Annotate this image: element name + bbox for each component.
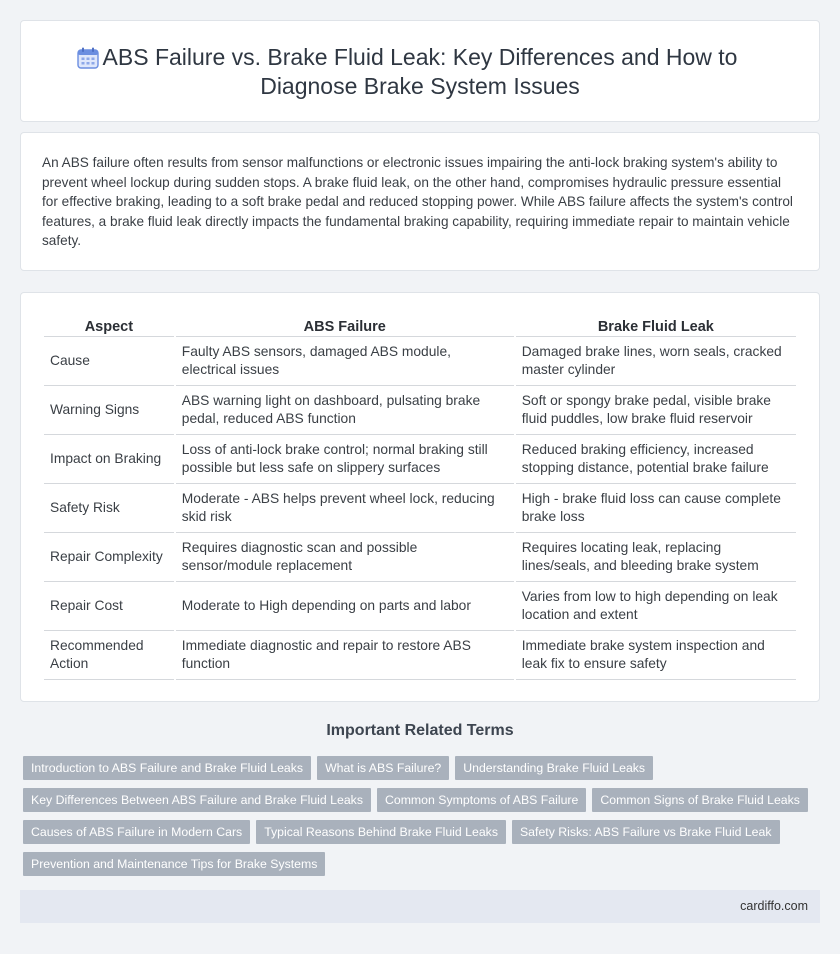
related-term-tag[interactable]: Prevention and Maintenance Tips for Brake Systems (23, 852, 325, 876)
row-leak-value: Damaged brake lines, worn seals, cracked master cylinder (516, 337, 796, 386)
related-term-tag[interactable]: Causes of ABS Failure in Modern Cars (23, 820, 250, 844)
row-aspect: Recommended Action (44, 631, 174, 680)
row-abs-value: ABS warning light on dashboard, pulsating brake pedal, reduced ABS function (176, 386, 514, 435)
row-aspect: Repair Complexity (44, 533, 174, 582)
related-terms-heading: Important Related Terms (326, 722, 514, 739)
row-aspect: Impact on Braking (44, 435, 174, 484)
row-abs-value: Moderate - ABS helps prevent wheel lock, reducing skid risk (176, 484, 514, 533)
row-leak-value: Immediate brake system inspection and leak fix to ensure safety (516, 631, 796, 680)
related-term-tag[interactable]: Common Symptoms of ABS Failure (377, 788, 586, 812)
related-term-tag[interactable]: Common Signs of Brake Fluid Leaks (592, 788, 808, 812)
row-leak-value: Soft or spongy brake pedal, visible brake fluid puddles, low brake fluid reservoir (516, 386, 796, 435)
row-leak-value: Varies from low to high depending on leak location and extent (516, 582, 796, 631)
related-term-tag[interactable]: Typical Reasons Behind Brake Fluid Leaks (256, 820, 506, 844)
intro-card (20, 132, 820, 271)
intro-paragraph: An ABS failure often results from sensor malfunctions or electronic issues impairing the anti-lock braking system's ability to prevent wheel lockup during sudden stops. A brake fluid leak, on the other hand, compromises hydraulic pressure essential for effective braking, leading to a soft brake pedal and reduced stopping power. While ABS failure affects the system's control features, a brake fluid leak directly impacts the fundamental braking capability, requiring immediate repair to maintain vehicle safety. (42, 155, 793, 248)
header-aspect: Aspect (44, 315, 174, 337)
row-leak-value: High - brake fluid loss can cause complete brake loss (516, 484, 796, 533)
header-abs-failure: ABS Failure (176, 315, 514, 337)
header-brake-fluid-leak: Brake Fluid Leak (516, 315, 796, 337)
related-term-tag[interactable]: Introduction to ABS Failure and Brake Fluid Leaks (23, 756, 311, 780)
header-card (20, 20, 820, 122)
row-abs-value: Faulty ABS sensors, damaged ABS module, electrical issues (176, 337, 514, 386)
row-abs-value: Loss of anti-lock brake control; normal braking still possible but less safe on slippery surfaces (176, 435, 514, 484)
related-term-tag[interactable]: Understanding Brake Fluid Leaks (455, 756, 653, 780)
row-aspect: Repair Cost (44, 582, 174, 631)
related-term-tag[interactable]: Key Differences Between ABS Failure and Brake Fluid Leaks (23, 788, 371, 812)
footer-site-link[interactable]: cardiffo.com (740, 899, 808, 913)
table-row (44, 631, 796, 680)
row-abs-value: Immediate diagnostic and repair to restore ABS function (176, 631, 514, 680)
row-leak-value: Reduced braking efficiency, increased stopping distance, potential brake failure (516, 435, 796, 484)
related-term-tag[interactable]: What is ABS Failure? (317, 756, 449, 780)
table-row (44, 582, 796, 631)
row-abs-value: Requires diagnostic scan and possible sensor/module replacement (176, 533, 514, 582)
row-leak-value: Requires locating leak, replacing lines/seals, and bleeding brake system (516, 533, 796, 582)
table-row (44, 533, 796, 582)
footer (20, 890, 820, 923)
related-term-tag[interactable]: Safety Risks: ABS Failure vs Brake Fluid Leak (512, 820, 780, 844)
row-aspect: Warning Signs (44, 386, 174, 435)
table-row (44, 386, 796, 435)
row-abs-value: Moderate to High depending on parts and labor (176, 582, 514, 631)
table-row (44, 484, 796, 533)
comparison-card (20, 292, 820, 702)
table-header-row (44, 315, 796, 337)
row-aspect: Cause (44, 337, 174, 386)
row-aspect: Safety Risk (44, 484, 174, 533)
table-row (44, 435, 796, 484)
related-terms-list (23, 756, 813, 876)
page-title: ABS Failure vs. Brake Fluid Leak: Key Differences and How to Diagnose Brake System Issues (102, 44, 738, 99)
table-row (44, 337, 796, 386)
comparison-table (42, 315, 798, 680)
